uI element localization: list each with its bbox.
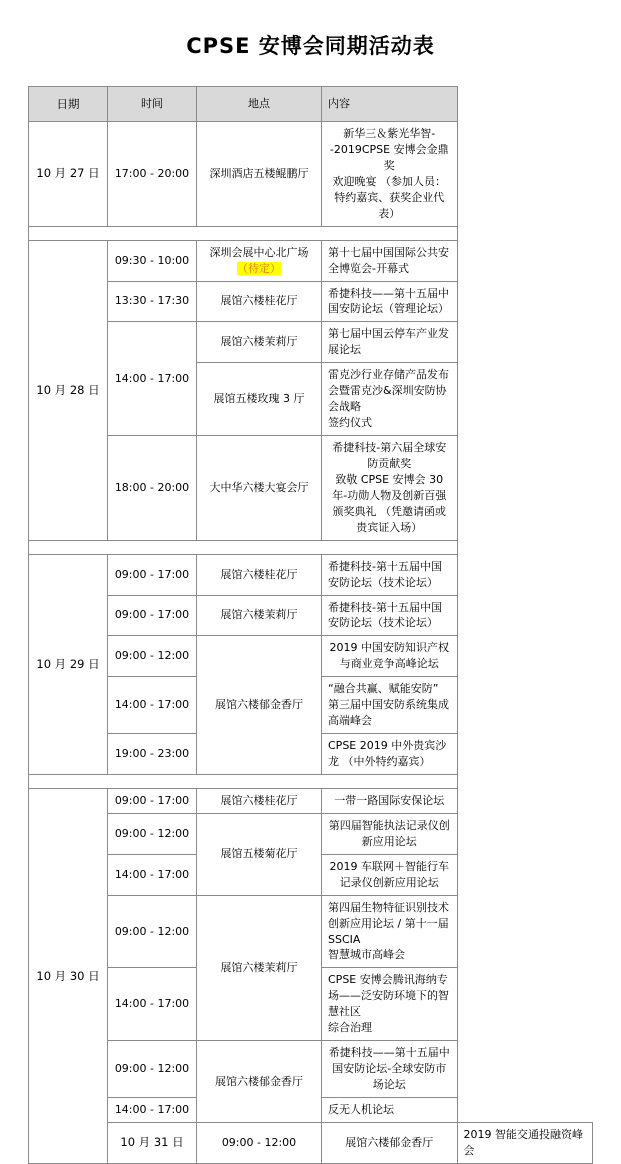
cell-place: 展馆六楼桂花厅 — [197, 788, 322, 813]
cell-content: 希捷科技-第十五届中国安防论坛（技术论坛） — [322, 595, 458, 636]
cell-content: 希捷科技——第十五届中国安防论坛（管理论坛） — [322, 281, 458, 322]
section-separator — [29, 774, 593, 788]
cell-content: 第十七届中国国际公共安全博览会-开幕式 — [322, 240, 458, 281]
cell-content: 2019 中国安防知识产权与商业竞争高峰论坛 — [322, 636, 458, 677]
page-title: CPSE 安博会同期活动表 — [186, 34, 435, 58]
cell-time: 09:00 - 17:00 — [108, 595, 197, 636]
cell-time: 09:00 - 12:00 — [108, 895, 197, 968]
cell-place: 深圳会展中心北广场（待定） — [197, 240, 322, 281]
column-header-place: 地点 — [197, 87, 322, 122]
cell-time: 17:00 - 20:00 — [108, 122, 197, 227]
cell-place: 展馆六楼茉莉厅 — [197, 595, 322, 636]
cell-place: 展馆六楼郁金香厅 — [322, 1122, 458, 1163]
column-header-content: 内容 — [322, 87, 458, 122]
content-line-1: 希捷科技-第六届全球安防贡献奖 — [332, 441, 447, 470]
cell-content — [322, 968, 458, 1041]
cell-time: 14:00 - 17:00 — [108, 1097, 197, 1122]
cell-content — [322, 895, 458, 968]
content-line-2: 综合治理 — [328, 1021, 372, 1035]
table-row — [29, 636, 593, 677]
separator-cell — [29, 540, 458, 554]
table-row — [29, 436, 593, 541]
cell-time: 09:30 - 10:00 — [108, 240, 197, 281]
cell-date: 10 月 30 日 — [29, 788, 108, 1163]
cell-place: 深圳酒店五楼鲲鹏厅 — [197, 122, 322, 227]
section-separator — [29, 540, 593, 554]
cell-time: 09:00 - 12:00 — [197, 1122, 322, 1163]
cell-time: 09:00 - 17:00 — [108, 554, 197, 595]
cell-place: 展馆六楼郁金香厅 — [197, 636, 322, 775]
cell-time: 14:00 - 17:00 — [108, 854, 197, 895]
cell-place: 展馆六楼郁金香厅 — [197, 1041, 322, 1123]
cell-place: 展馆六楼茉莉厅 — [197, 322, 322, 363]
cell-time: 09:00 - 12:00 — [108, 1041, 197, 1098]
cell-content: 希捷科技——第十五届中国安防论坛-全球安防市场论坛 — [322, 1041, 458, 1098]
content-line-1: CPSE 安博会腾讯海纳专场——泛安防环境下的智慧社区 — [328, 973, 449, 1019]
cell-time: 09:00 - 12:00 — [108, 636, 197, 677]
table-row — [29, 813, 593, 854]
cell-content — [322, 363, 458, 436]
table-row — [29, 322, 593, 363]
table-row — [29, 895, 593, 968]
cell-time: 14:00 - 17:00 — [108, 322, 197, 436]
cell-time: 13:30 - 17:30 — [108, 281, 197, 322]
table-row — [29, 240, 593, 281]
cell-time: 09:00 - 17:00 — [108, 788, 197, 813]
cell-date: 10 月 29 日 — [29, 554, 108, 774]
table-row — [29, 281, 593, 322]
cell-date: 10 月 31 日 — [108, 1122, 197, 1163]
table-header — [29, 87, 593, 122]
table-row — [29, 1041, 593, 1098]
content-line-1: 第四届生物特征识别技术创新应用论坛 / 第十一届 SSCIA — [328, 900, 449, 946]
content-line-1: 雷克沙行业存储产品发布会暨雷克沙&深圳安防协会战略 — [328, 368, 449, 414]
cell-content: “融合共赢、赋能安防” 第三届中国安防系统集成高端峰会 — [322, 677, 458, 734]
cell-place: 展馆六楼桂花厅 — [197, 281, 322, 322]
content-line-3: 颁奖典礼 （凭邀请函或贵宾证入场） — [332, 504, 446, 534]
column-header-time: 时间 — [108, 87, 197, 122]
separator-cell — [29, 774, 458, 788]
separator-cell — [29, 226, 458, 240]
cell-time: 09:00 - 12:00 — [108, 813, 197, 854]
cell-time: 19:00 - 23:00 — [108, 734, 197, 775]
content-line-2: 致敬 CPSE 安博会 30 年-功勋人物及创新百强 — [332, 472, 447, 502]
content-line-1: 新华三＆紫光华智--2019CPSE 安博会金鼎奖 — [329, 127, 449, 172]
cell-date: 10 月 27 日 — [29, 122, 108, 227]
section-separator — [29, 226, 593, 240]
document-page — [0, 30, 621, 1157]
cell-place: 展馆五楼玫瑰 3 厅 — [197, 363, 322, 436]
cell-content: 反无人机论坛 — [322, 1097, 458, 1122]
content-line-2: 欢迎晚宴 （参加人员：特约嘉宾、获奖企业代表） — [332, 174, 446, 220]
cell-date: 10 月 28 日 — [29, 240, 108, 540]
cell-content: 第七届中国云停车产业发展论坛 — [322, 322, 458, 363]
cell-content — [322, 122, 458, 227]
cell-content: 2019 车联网＋智能行车记录仪创新应用论坛 — [322, 854, 458, 895]
cell-place: 展馆六楼桂花厅 — [197, 554, 322, 595]
cell-place: 展馆六楼茉莉厅 — [197, 895, 322, 1041]
schedule-table — [28, 86, 593, 1164]
table-row — [29, 1122, 593, 1163]
content-line-2: 签约仪式 — [328, 416, 372, 430]
cell-place: 大中华六楼大宴会厅 — [197, 436, 322, 541]
column-header-date: 日期 — [29, 87, 108, 122]
cell-content — [322, 436, 458, 541]
place-pending-note: （待定） — [237, 261, 281, 275]
table-body — [29, 122, 593, 1164]
cell-content: CPSE 2019 中外贵宾沙龙 （中外特约嘉宾） — [322, 734, 458, 775]
cell-time: 14:00 - 17:00 — [108, 968, 197, 1041]
table-row — [29, 788, 593, 813]
content-line-2: 智慧城市高峰会 — [328, 948, 405, 962]
cell-content: 第四届智能执法记录仪创新应用论坛 — [322, 813, 458, 854]
cell-time: 14:00 - 17:00 — [108, 677, 197, 734]
cell-content: 2019 智能交通投融资峰会 — [457, 1122, 593, 1163]
cell-content: 希捷科技-第十五届中国安防论坛（技术论坛） — [322, 554, 458, 595]
table-row — [29, 595, 593, 636]
table-row — [29, 554, 593, 595]
table-row — [29, 122, 593, 227]
cell-content: 一带一路国际安保论坛 — [322, 788, 458, 813]
cell-place: 展馆五楼菊花厅 — [197, 813, 322, 895]
table-header-row — [29, 87, 593, 122]
cell-time: 18:00 - 20:00 — [108, 436, 197, 541]
